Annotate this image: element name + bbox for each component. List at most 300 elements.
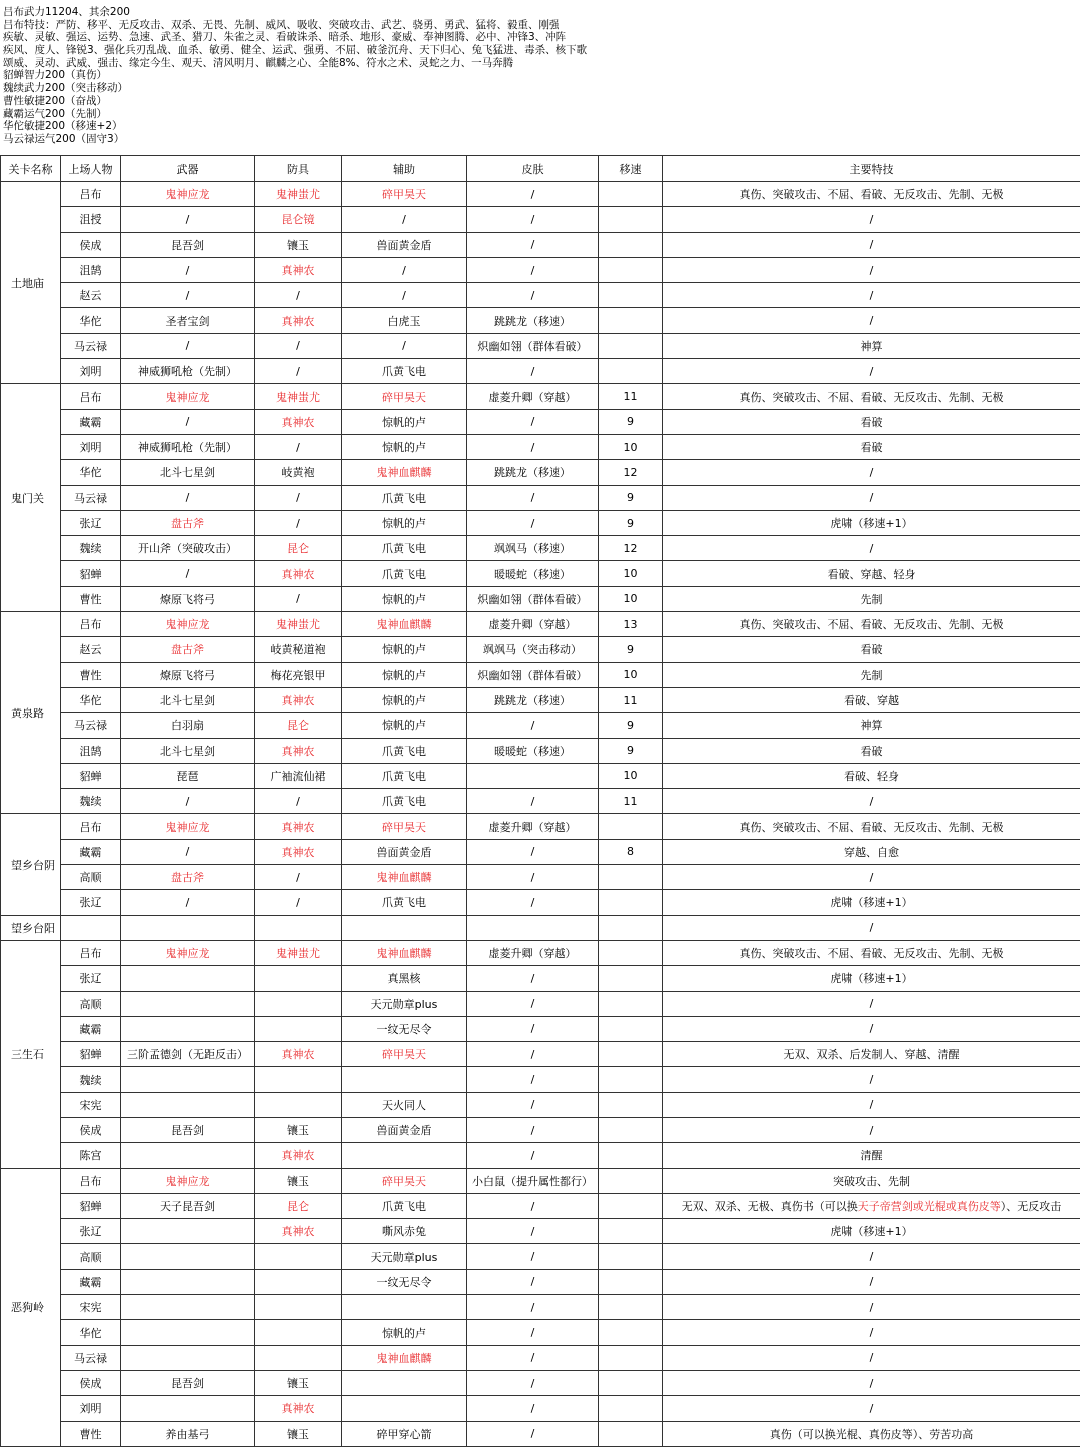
armor-cell: / xyxy=(255,333,342,358)
armor-cell: / xyxy=(255,485,342,510)
weapon-cell: 鬼神应龙 xyxy=(121,814,255,839)
weapon-cell: 北斗七星剑 xyxy=(121,687,255,712)
skill-cell: / xyxy=(663,865,1080,890)
skill-cell: 看破、轻身 xyxy=(663,763,1080,788)
armor-cell: 昆仑 xyxy=(255,1193,342,1218)
speed-cell: 12 xyxy=(599,460,663,485)
speed-cell: 10 xyxy=(599,763,663,788)
skin-cell: / xyxy=(467,839,599,864)
skin-cell: / xyxy=(467,182,599,207)
hero-cell: 藏霸 xyxy=(61,839,121,864)
weapon-cell: 神威狮吼枪（先制） xyxy=(121,359,255,384)
armor-cell xyxy=(255,1067,342,1092)
speed-cell xyxy=(599,232,663,257)
aux-cell: 惊帆的卢 xyxy=(342,1320,467,1345)
skill-cell: 看破 xyxy=(663,409,1080,434)
aux-cell: 兽面黄金盾 xyxy=(342,232,467,257)
armor-cell: 鬼神蚩尤 xyxy=(255,182,342,207)
table-row xyxy=(1,763,1080,788)
armor-cell: 真神农 xyxy=(255,814,342,839)
speed-cell xyxy=(599,1269,663,1294)
skin-cell: / xyxy=(467,890,599,915)
speed-cell: 8 xyxy=(599,839,663,864)
table-row xyxy=(1,991,1080,1016)
armor-cell: 真神农 xyxy=(255,1219,342,1244)
weapon-cell: 白羽扇 xyxy=(121,713,255,738)
table-row xyxy=(1,814,1080,839)
skin-cell: / xyxy=(467,283,599,308)
table-row xyxy=(1,510,1080,535)
note-line: 貂蝉智力200（真伤） xyxy=(3,69,108,82)
weapon-cell xyxy=(121,1396,255,1421)
skill-cell: 虎啸（移速+1） xyxy=(663,1219,1080,1244)
skin-cell: / xyxy=(467,713,599,738)
table-row xyxy=(1,1396,1080,1421)
hero-cell: 吕布 xyxy=(61,182,121,207)
speed-cell xyxy=(599,1219,663,1244)
skill-cell: / xyxy=(663,232,1080,257)
aux-cell: 碎甲昊天 xyxy=(342,384,467,409)
speed-cell: 9 xyxy=(599,713,663,738)
skin-cell: / xyxy=(467,1219,599,1244)
aux-cell: 兽面黄金盾 xyxy=(342,1117,467,1142)
speed-cell xyxy=(599,1345,663,1370)
speed-cell: 10 xyxy=(599,586,663,611)
aux-cell: 鬼神血麒麟 xyxy=(342,865,467,890)
level-cell: 恶狗岭 xyxy=(1,1168,61,1446)
speed-cell: 9 xyxy=(599,485,663,510)
armor-cell xyxy=(255,991,342,1016)
skill-cell: / xyxy=(663,1345,1080,1370)
hero-cell: 侯成 xyxy=(61,232,121,257)
aux-cell xyxy=(342,1370,467,1395)
aux-cell: 鬼神血麒麟 xyxy=(342,460,467,485)
speed-cell xyxy=(599,814,663,839)
weapon-cell: 鬼神应龙 xyxy=(121,1168,255,1193)
note-line: 吕布特技：严防、移平、无反攻击、双杀、无畏、先制、威风、吸收、突破攻击、武艺、骁勇、勇武、猛将、毅重、刚强 xyxy=(3,18,560,31)
speed-cell xyxy=(599,1016,663,1041)
armor-cell: 鬼神蚩尤 xyxy=(255,384,342,409)
weapon-cell xyxy=(121,915,255,940)
weapon-cell: 神威狮吼枪（先制） xyxy=(121,434,255,459)
level-cell: 三生石 xyxy=(1,940,61,1168)
speed-cell xyxy=(599,1396,663,1421)
weapon-cell: 鬼神应龙 xyxy=(121,612,255,637)
skin-cell: / xyxy=(467,1269,599,1294)
aux-cell: / xyxy=(342,257,467,282)
skin-cell: / xyxy=(467,257,599,282)
skin-cell: 炽幽如翎（群体看破） xyxy=(467,586,599,611)
speed-cell xyxy=(599,966,663,991)
hero-cell: 赵云 xyxy=(61,637,121,662)
header-aux: 辅助 xyxy=(342,156,467,182)
skill-cell: 神算 xyxy=(663,333,1080,358)
table-row xyxy=(1,839,1080,864)
skill-cell: 看破、穿越 xyxy=(663,687,1080,712)
hero-cell: 张辽 xyxy=(61,1219,121,1244)
skin-cell: / xyxy=(467,1143,599,1168)
weapon-cell: / xyxy=(121,561,255,586)
skill-cell: 虎啸（移速+1） xyxy=(663,966,1080,991)
skill-cell: / xyxy=(663,1269,1080,1294)
speed-cell xyxy=(599,207,663,232)
skill-cell: / xyxy=(663,308,1080,333)
table-row xyxy=(1,966,1080,991)
skill-cell: 虎啸（移速+1） xyxy=(663,510,1080,535)
weapon-cell: / xyxy=(121,409,255,434)
hero-cell: 马云禄 xyxy=(61,485,121,510)
note-line: 吕布武力11204、其余200 xyxy=(3,6,130,18)
skin-cell: 暖暖蛇（移速） xyxy=(467,561,599,586)
skin-cell: 炽幽如翎（群体看破） xyxy=(467,333,599,358)
hero-cell: 高顺 xyxy=(61,865,121,890)
hero-cell: 吕布 xyxy=(61,1168,121,1193)
hero-cell: 吕布 xyxy=(61,384,121,409)
table-header-row xyxy=(1,156,1080,182)
weapon-cell xyxy=(121,966,255,991)
table-row xyxy=(1,1143,1080,1168)
speed-cell xyxy=(599,1168,663,1193)
aux-cell: 天火同人 xyxy=(342,1092,467,1117)
skill-highlight-text: 天子帝营剑或光棍或真伤皮等 xyxy=(857,1200,1001,1214)
skin-cell: / xyxy=(467,207,599,232)
speed-cell xyxy=(599,257,663,282)
header-level: 关卡名称 xyxy=(1,156,61,182)
table-row xyxy=(1,1067,1080,1092)
skin-cell: 小白鼠（提升属性都行） xyxy=(467,1168,599,1193)
weapon-cell xyxy=(121,1295,255,1320)
level-cell: 望乡台阳 xyxy=(1,915,61,940)
skill-cell: 真伤、突破攻击、不屈、看破、无反攻击、先制、无极 xyxy=(663,612,1080,637)
note-line: 藏霸运气200（先制） xyxy=(3,107,108,120)
skin-cell: / xyxy=(467,1421,599,1446)
weapon-cell: 昆吾剑 xyxy=(121,232,255,257)
weapon-cell: 三阶孟德剑（无距反击） xyxy=(121,1042,255,1067)
speed-cell xyxy=(599,1092,663,1117)
weapon-cell: 圣者宝剑 xyxy=(121,308,255,333)
table-row xyxy=(1,434,1080,459)
skill-cell: 虎啸（移速+1） xyxy=(663,890,1080,915)
table-row xyxy=(1,586,1080,611)
aux-cell: 惊帆的卢 xyxy=(342,637,467,662)
skin-cell: / xyxy=(467,865,599,890)
speed-cell: 11 xyxy=(599,687,663,712)
table-row xyxy=(1,283,1080,308)
hero-cell: 貂蝉 xyxy=(61,1193,121,1218)
aux-cell: 一纹无尽令 xyxy=(342,1016,467,1041)
note-line: 华佗敏捷200（移速+2） xyxy=(3,120,123,133)
armor-cell: / xyxy=(255,865,342,890)
hero-cell: 华佗 xyxy=(61,687,121,712)
speed-cell xyxy=(599,182,663,207)
aux-cell: / xyxy=(342,207,467,232)
speed-cell: 10 xyxy=(599,561,663,586)
note-line: 疾风、度人、锋锐3、强化兵刃乱战、血杀、敏勇、健全、运武、强勇、不屈、破釜沉舟、天下归心、兔飞猛进、毒杀、核下歌 xyxy=(3,44,588,57)
armor-cell: 昆仑镜 xyxy=(255,207,342,232)
table-row xyxy=(1,890,1080,915)
hero-cell: 高顺 xyxy=(61,991,121,1016)
skin-cell: 虚菱升卿（穿越） xyxy=(467,814,599,839)
hero-cell: 刘明 xyxy=(61,1396,121,1421)
skin-cell: 飒飒马（突击移动） xyxy=(467,637,599,662)
weapon-cell xyxy=(121,1092,255,1117)
skill-cell: 真伤（可以换光棍、真伤皮等）、劳苦功高 xyxy=(663,1421,1080,1446)
speed-cell xyxy=(599,359,663,384)
hero-cell: 沮鹄 xyxy=(61,738,121,763)
armor-cell: 镶玉 xyxy=(255,1168,342,1193)
table-row xyxy=(1,1320,1080,1345)
hero-cell: 侯成 xyxy=(61,1370,121,1395)
speed-cell xyxy=(599,1295,663,1320)
weapon-cell: 燎原飞将弓 xyxy=(121,586,255,611)
skill-cell: 先制 xyxy=(663,586,1080,611)
armor-cell: / xyxy=(255,586,342,611)
skin-cell: / xyxy=(467,1370,599,1395)
hero-cell: 赵云 xyxy=(61,283,121,308)
skill-cell: / xyxy=(663,207,1080,232)
speed-cell: 9 xyxy=(599,409,663,434)
table-row xyxy=(1,1244,1080,1269)
hero-cell: 曹性 xyxy=(61,1421,121,1446)
speed-cell: 11 xyxy=(599,789,663,814)
skin-cell: 跳跳龙（移速） xyxy=(467,460,599,485)
table-row xyxy=(1,182,1080,207)
table-row xyxy=(1,232,1080,257)
speed-cell: 13 xyxy=(599,612,663,637)
weapon-cell: 盘古斧 xyxy=(121,510,255,535)
armor-cell: 镶玉 xyxy=(255,232,342,257)
weapon-cell: 鬼神应龙 xyxy=(121,940,255,965)
speed-cell xyxy=(599,991,663,1016)
speed-cell xyxy=(599,865,663,890)
weapon-cell xyxy=(121,991,255,1016)
notes-block xyxy=(3,6,1078,146)
aux-cell: 一纹无尽令 xyxy=(342,1269,467,1294)
aux-cell: 嘶风赤兔 xyxy=(342,1219,467,1244)
table-row xyxy=(1,1295,1080,1320)
aux-cell: 真黑核 xyxy=(342,966,467,991)
header-armor: 防具 xyxy=(255,156,342,182)
hero-cell xyxy=(61,915,121,940)
skill-cell: / xyxy=(663,1016,1080,1041)
level-cell: 鬼门关 xyxy=(1,384,61,612)
skill-cell: / xyxy=(663,1295,1080,1320)
weapon-cell xyxy=(121,1269,255,1294)
hero-cell: 高顺 xyxy=(61,1244,121,1269)
hero-cell: 曹性 xyxy=(61,662,121,687)
hero-cell: 张辽 xyxy=(61,890,121,915)
hero-cell: 侯成 xyxy=(61,1117,121,1142)
skill-cell: / xyxy=(663,1244,1080,1269)
hero-cell: 宋宪 xyxy=(61,1092,121,1117)
table-row xyxy=(1,308,1080,333)
hero-cell: 貂蝉 xyxy=(61,561,121,586)
aux-cell: 爪黄飞电 xyxy=(342,738,467,763)
skin-cell: / xyxy=(467,359,599,384)
weapon-cell xyxy=(121,1320,255,1345)
note-line: 疾敏、灵敏、强运、运势、急速、武圣、猎刀、朱雀之灵、看破诛杀、暗杀、地形、豪威、奉神图腾、必中、冲锋3、冲阵 xyxy=(3,31,567,44)
skill-cell: / xyxy=(663,1396,1080,1421)
table-row xyxy=(1,333,1080,358)
skill-cell: 突破攻击、先制 xyxy=(663,1168,1080,1193)
skill-cell: / xyxy=(663,485,1080,510)
weapon-cell xyxy=(121,1345,255,1370)
skill-cell: 真伤、突破攻击、不屈、看破、无反攻击、先制、无极 xyxy=(663,814,1080,839)
table-row xyxy=(1,789,1080,814)
hero-cell: 吕布 xyxy=(61,940,121,965)
aux-cell: 惊帆的卢 xyxy=(342,510,467,535)
skill-cell: / xyxy=(663,1067,1080,1092)
weapon-cell xyxy=(121,1016,255,1041)
armor-cell: 梅花亮银甲 xyxy=(255,662,342,687)
hero-cell: 貂蝉 xyxy=(61,1042,121,1067)
speed-cell: 9 xyxy=(599,738,663,763)
aux-cell: / xyxy=(342,333,467,358)
weapon-cell: 鬼神应龙 xyxy=(121,384,255,409)
armor-cell: / xyxy=(255,359,342,384)
weapon-cell: 北斗七星剑 xyxy=(121,738,255,763)
hero-cell: 华佗 xyxy=(61,460,121,485)
weapon-cell: / xyxy=(121,283,255,308)
aux-cell: 鬼神血麒麟 xyxy=(342,1345,467,1370)
weapon-cell xyxy=(121,1143,255,1168)
hero-cell: 藏霸 xyxy=(61,409,121,434)
aux-cell: 惊帆的卢 xyxy=(342,409,467,434)
aux-cell: 惊帆的卢 xyxy=(342,586,467,611)
hero-cell: 魏续 xyxy=(61,1067,121,1092)
speed-cell xyxy=(599,940,663,965)
aux-cell: 碎甲昊天 xyxy=(342,1168,467,1193)
table-row xyxy=(1,1016,1080,1041)
weapon-cell: / xyxy=(121,333,255,358)
armor-cell: 真神农 xyxy=(255,1396,342,1421)
speed-cell xyxy=(599,1117,663,1142)
aux-cell: 惊帆的卢 xyxy=(342,434,467,459)
skill-cell: / xyxy=(663,789,1080,814)
aux-cell: 爪黄飞电 xyxy=(342,890,467,915)
skin-cell: / xyxy=(467,1345,599,1370)
skin-cell: / xyxy=(467,510,599,535)
hero-cell: 华佗 xyxy=(61,308,121,333)
level-cell: 望乡台阴 xyxy=(1,814,61,915)
skill-cell: 穿越、自愈 xyxy=(663,839,1080,864)
speed-cell xyxy=(599,1320,663,1345)
armor-cell xyxy=(255,966,342,991)
hero-cell: 刘明 xyxy=(61,434,121,459)
aux-cell: 天元勋章plus xyxy=(342,1244,467,1269)
hero-cell: 张辽 xyxy=(61,966,121,991)
table-row xyxy=(1,865,1080,890)
hero-cell: 马云禄 xyxy=(61,713,121,738)
weapon-cell: / xyxy=(121,890,255,915)
speed-cell xyxy=(599,1067,663,1092)
weapon-cell: 北斗七星剑 xyxy=(121,460,255,485)
skin-cell: 跳跳龙（移速） xyxy=(467,308,599,333)
weapon-cell: 鬼神应龙 xyxy=(121,182,255,207)
speed-cell: 11 xyxy=(599,384,663,409)
speed-cell xyxy=(599,1421,663,1446)
skin-cell: 跳跳龙（移速） xyxy=(467,687,599,712)
hero-cell: 宋宪 xyxy=(61,1295,121,1320)
header-weapon: 武器 xyxy=(121,156,255,182)
aux-cell: 天元勋章plus xyxy=(342,991,467,1016)
weapon-cell: 盘古斧 xyxy=(121,637,255,662)
aux-cell: 惊帆的卢 xyxy=(342,713,467,738)
hero-cell: 沮鹄 xyxy=(61,257,121,282)
aux-cell: 爪黄飞电 xyxy=(342,789,467,814)
skin-cell: 虚菱升卿（穿越） xyxy=(467,384,599,409)
table-row xyxy=(1,915,1080,940)
skill-cell: 看破 xyxy=(663,434,1080,459)
lineup-table xyxy=(0,155,1080,1447)
speed-cell xyxy=(599,333,663,358)
aux-cell: 爪黄飞电 xyxy=(342,763,467,788)
table-row xyxy=(1,460,1080,485)
aux-cell xyxy=(342,1143,467,1168)
speed-cell: 9 xyxy=(599,637,663,662)
skill-cell: / xyxy=(663,1370,1080,1395)
table-row xyxy=(1,536,1080,561)
skin-cell: / xyxy=(467,232,599,257)
armor-cell xyxy=(255,915,342,940)
skill-cell: 看破 xyxy=(663,738,1080,763)
skin-cell: / xyxy=(467,1016,599,1041)
weapon-cell xyxy=(121,1219,255,1244)
speed-cell: 9 xyxy=(599,510,663,535)
aux-cell: 惊帆的卢 xyxy=(342,662,467,687)
skill-cell: / xyxy=(663,915,1080,940)
hero-cell: 藏霸 xyxy=(61,1016,121,1041)
skill-cell: 真伤、突破攻击、不屈、看破、无反攻击、先制、无极 xyxy=(663,940,1080,965)
speed-cell: 12 xyxy=(599,536,663,561)
speed-cell xyxy=(599,890,663,915)
table-row xyxy=(1,1421,1080,1446)
header-hero: 上场人物 xyxy=(61,156,121,182)
table-row xyxy=(1,1219,1080,1244)
header-speed: 移速 xyxy=(599,156,663,182)
note-line: 曹性敏捷200（奋战） xyxy=(3,94,108,107)
skin-cell: / xyxy=(467,434,599,459)
note-line: 魏续武力200（突击移动） xyxy=(3,82,129,95)
skin-cell: / xyxy=(467,789,599,814)
armor-cell: 真神农 xyxy=(255,738,342,763)
table-row xyxy=(1,637,1080,662)
aux-cell: 白虎玉 xyxy=(342,308,467,333)
aux-cell: / xyxy=(342,283,467,308)
aux-cell: 碎甲昊天 xyxy=(342,182,467,207)
table-row xyxy=(1,687,1080,712)
skin-cell xyxy=(467,763,599,788)
armor-cell: 岐黄秘道袍 xyxy=(255,637,342,662)
armor-cell: / xyxy=(255,789,342,814)
speed-cell xyxy=(599,915,663,940)
weapon-cell xyxy=(121,1067,255,1092)
skin-cell: / xyxy=(467,991,599,1016)
armor-cell: / xyxy=(255,890,342,915)
hero-cell: 吕布 xyxy=(61,612,121,637)
skin-cell: 虚菱升卿（穿越） xyxy=(467,940,599,965)
armor-cell: 镶玉 xyxy=(255,1421,342,1446)
aux-cell: 兽面黄金盾 xyxy=(342,839,467,864)
skill-cell xyxy=(663,1193,1080,1218)
skin-cell: / xyxy=(467,1244,599,1269)
table-row xyxy=(1,1370,1080,1395)
hero-cell: 张辽 xyxy=(61,510,121,535)
armor-cell: 昆仑 xyxy=(255,713,342,738)
hero-cell: 刘明 xyxy=(61,359,121,384)
hero-cell: 魏续 xyxy=(61,789,121,814)
weapon-cell: 燎原飞将弓 xyxy=(121,662,255,687)
